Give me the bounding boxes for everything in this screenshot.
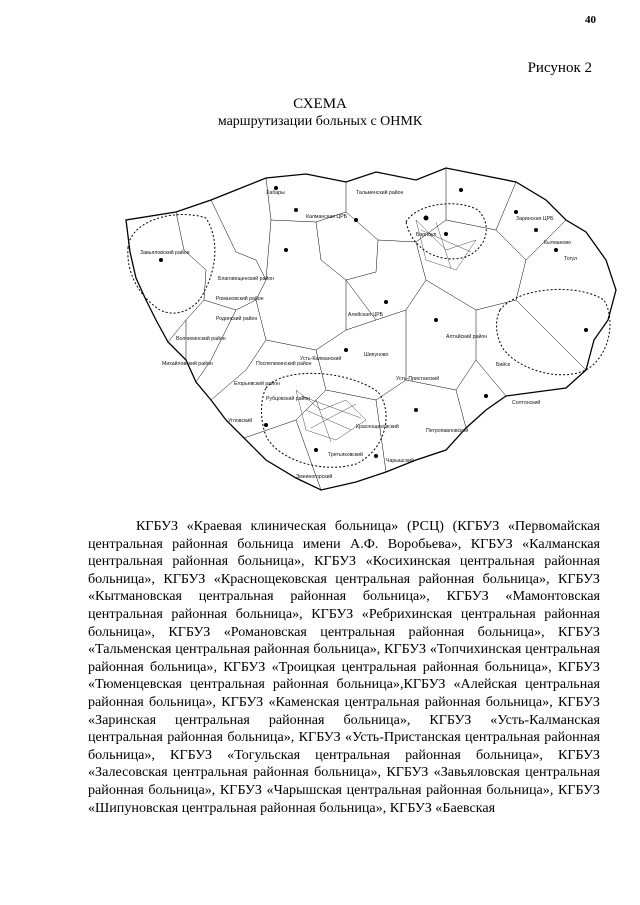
figure-label: Рисунок 2 — [527, 60, 592, 76]
map-label: Калманская ЦРБ — [306, 214, 348, 220]
routing-lines — [296, 220, 476, 442]
hospital-marker — [584, 328, 588, 332]
figure-subtitle: маршрутизации больных с ОНМК — [217, 114, 423, 129]
hospital-marker — [534, 228, 538, 232]
map-label: Солтонский — [512, 400, 541, 406]
map-label: Егорьевский район — [234, 381, 280, 387]
hospital-marker — [159, 258, 163, 262]
hospital-marker — [294, 208, 298, 212]
map-labels — [140, 189, 577, 480]
zone-south — [262, 373, 387, 467]
map-label: Петропавловский — [426, 428, 469, 434]
map-label: Рубцовский район — [266, 396, 311, 402]
map-label: Родинский район — [216, 316, 258, 322]
hospital-marker — [424, 216, 429, 221]
hospital-marker — [344, 348, 348, 352]
map-label: Усть-Пристанский — [396, 376, 440, 382]
map-label: Кытманово — [544, 240, 571, 246]
map-label: Романовский район — [216, 296, 264, 302]
hospital-marker — [414, 408, 418, 412]
body-text — [88, 518, 600, 817]
figure-title: СХЕМА — [293, 96, 347, 112]
map-label: Заринская ЦРБ — [516, 216, 554, 222]
hospital-marker — [434, 318, 438, 322]
map-label: Краснощековский — [356, 424, 399, 430]
hospital-marker — [444, 232, 448, 236]
page-number: 40 — [585, 14, 596, 26]
hospital-marker — [514, 210, 518, 214]
map-label: Завьяловский район — [140, 250, 190, 256]
map-label: Поспелихинский район — [256, 361, 312, 367]
hospital-marker — [284, 248, 288, 252]
hospital-marker — [459, 188, 463, 192]
body-paragraph: КГБУЗ «Краевая клиническая больница» (РСЦ) (КГБУЗ «Первомайская центральная районная больница имени А.Ф. Воробьева», КГБУЗ «Калманская центральная районная больница», КГБУЗ «Косихинская центральная районная больница», КГБУЗ «Краснощековская центральная районная больница», КГБУЗ «Кытмановская центральная районная больница», КГБУЗ «Мамонтовская центральная районная больница», КГБУЗ «Ребрихинская центральная районная больница», КГБУЗ «Романовская центральная районная больница», КГБУЗ «Тальменская центральная районная больница», КГБУЗ «Топчихинская центральная районная больница», КГБУЗ «Троицкая центральная районная больница», КГБУЗ «Тюменцевская центральная районная больница»,КГБУЗ «Алейская центральная районная больница», КГБУЗ «Каменская центральная районная больница», КГБУЗ «Заринская центральная районная больница», КГБУЗ «Усть-Калманская центральная районная больница», КГБУЗ «Усть-Пристанская центральная районная больница», КГБУЗ «Тогульская центральная районная больница», КГБУЗ «Залесовская центральная районная больница», КГБУЗ «Завьяловская центральная районная больница», КГБУЗ «Чарышская центральная районная больница», КГБУЗ «Шипуновская центральная районная больница», КГБУЗ «Баевская — [88, 518, 600, 816]
map-label: Тальменский район — [356, 190, 404, 196]
hospital-marker — [264, 423, 268, 427]
map-label: Угловский — [228, 418, 253, 424]
map-label: Михайловский район — [162, 361, 213, 367]
map-label: Хабары — [266, 190, 285, 196]
hospital-marker — [314, 448, 318, 452]
zone-west — [128, 215, 215, 314]
map-label: Третьяковский — [328, 452, 363, 458]
hospital-marker — [384, 300, 388, 304]
map-label: Змеиногорский — [296, 474, 333, 480]
map-svg — [116, 160, 626, 500]
hospital-marker — [554, 248, 558, 252]
hospital-marker — [484, 394, 488, 398]
map-label: Тогул — [564, 256, 578, 262]
map-label: Чарышский — [386, 458, 414, 464]
map-label: Благовещенский район — [218, 276, 274, 282]
map-label: Волчихинский район — [176, 336, 226, 342]
zone-east — [497, 289, 610, 374]
map-label: Шипуново — [364, 352, 389, 358]
map-label: Барнаул — [416, 232, 437, 238]
hospital-marker — [354, 218, 358, 222]
hospital-marker — [374, 454, 378, 458]
map-label: Бийск — [496, 362, 511, 368]
map-label: Алейская ЦРБ — [348, 312, 384, 318]
map-label: Алтайский район — [446, 334, 488, 340]
map-label: Усть-Калманский — [300, 356, 342, 362]
routing-map — [116, 160, 626, 500]
